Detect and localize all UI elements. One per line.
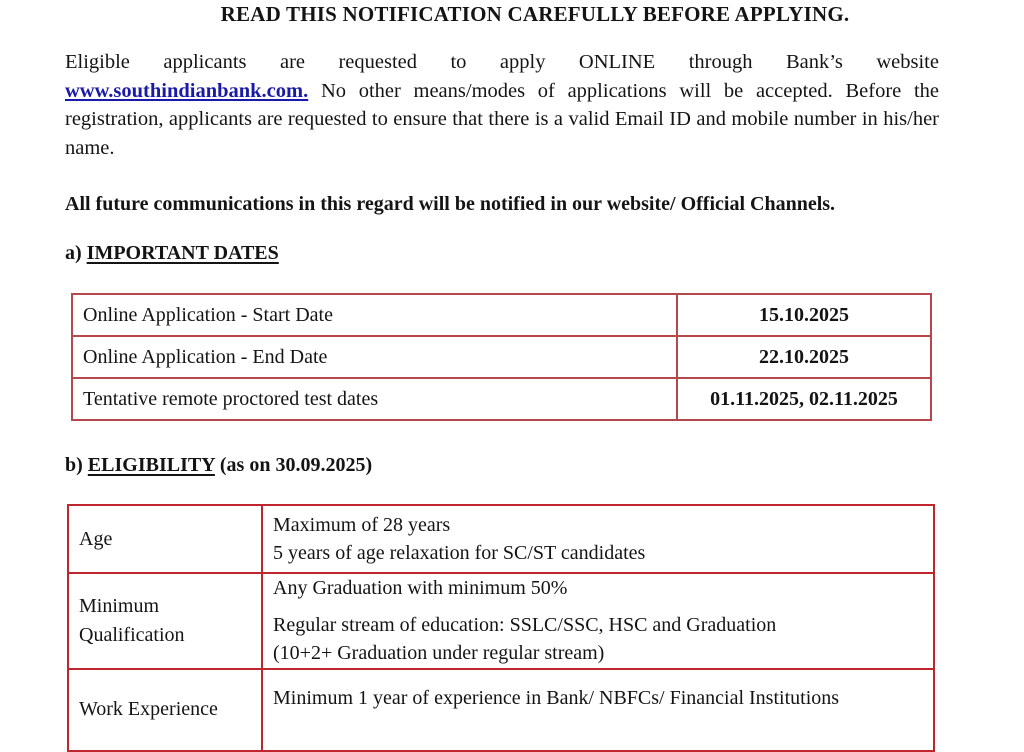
table-row <box>72 378 931 420</box>
date-value: 22.10.2025 <box>677 336 931 378</box>
eligibility-label: Work Experience <box>68 669 262 751</box>
intro-word: requested <box>338 51 418 73</box>
label-line: Minimum <box>79 595 160 618</box>
intro-word: are <box>279 51 305 73</box>
table-row <box>72 294 931 336</box>
intro-word: through <box>688 51 753 73</box>
section-title: ELIGIBILITY <box>87 454 215 476</box>
date-label: Online Application - End Date <box>72 336 677 378</box>
label-line: Qualification <box>79 623 185 646</box>
intro-rest: No other means/modes of applications will be accepted. Before the registration, applicants are requested to ensure that there is a valid Email ID and mobile number in his/her name. <box>65 79 939 159</box>
table-row-age <box>68 505 934 573</box>
eligibility-value: Minimum 1 year of experience in Bank/ NBFCs/ Financial Institutions <box>262 669 934 751</box>
section-suffix: (as on 30.09.2025) <box>214 454 373 476</box>
intro-word: applicants <box>163 51 247 73</box>
eligibility-value <box>262 505 934 573</box>
section-heading-eligibility <box>65 454 372 477</box>
eligibility-table <box>67 504 935 752</box>
intro-word: apply <box>499 51 546 73</box>
intro-paragraph <box>65 48 939 162</box>
section-title: IMPORTANT DATES <box>86 242 279 264</box>
bank-website-link[interactable]: www.southindianbank.com. <box>65 79 309 102</box>
table-row <box>72 336 931 378</box>
eligibility-label <box>68 573 262 669</box>
qualification-line: Regular stream of education: SSLC/SSC, HSC and Graduation <box>273 613 777 636</box>
date-label: Online Application - Start Date <box>72 294 677 336</box>
section-prefix: a) <box>65 242 87 264</box>
intro-body <box>65 77 939 163</box>
intro-word: to <box>450 51 467 73</box>
eligibility-value <box>262 573 934 669</box>
date-value: 01.11.2025, 02.11.2025 <box>677 378 931 420</box>
eligibility-label: Age <box>68 505 262 573</box>
section-heading-important-dates <box>65 242 279 265</box>
intro-word: ONLINE <box>578 51 656 73</box>
table-row-qualification <box>68 573 934 669</box>
date-value: 15.10.2025 <box>677 294 931 336</box>
qualification-line: (10+2+ Graduation under regular stream) <box>273 642 605 664</box>
date-label: Tentative remote proctored test dates <box>72 378 677 420</box>
intro-word: Bank’s <box>785 51 843 73</box>
age-line: 5 years of age relaxation for SC/ST candidates <box>273 542 646 564</box>
intro-word: website <box>876 51 939 73</box>
qualification-line: Any Graduation with minimum 50% <box>273 577 568 599</box>
section-prefix: b) <box>65 454 88 476</box>
important-dates-table <box>71 293 932 421</box>
intro-word: Eligible <box>65 51 130 73</box>
intro-line-1 <box>65 48 939 77</box>
communications-notice: All future communications in this regard will be notified in our website/ Official Channels. <box>65 193 836 215</box>
page-title: READ THIS NOTIFICATION CAREFULLY BEFORE APPLYING. <box>220 2 850 26</box>
age-line: Maximum of 28 years <box>273 513 451 536</box>
table-row-experience <box>68 669 934 751</box>
